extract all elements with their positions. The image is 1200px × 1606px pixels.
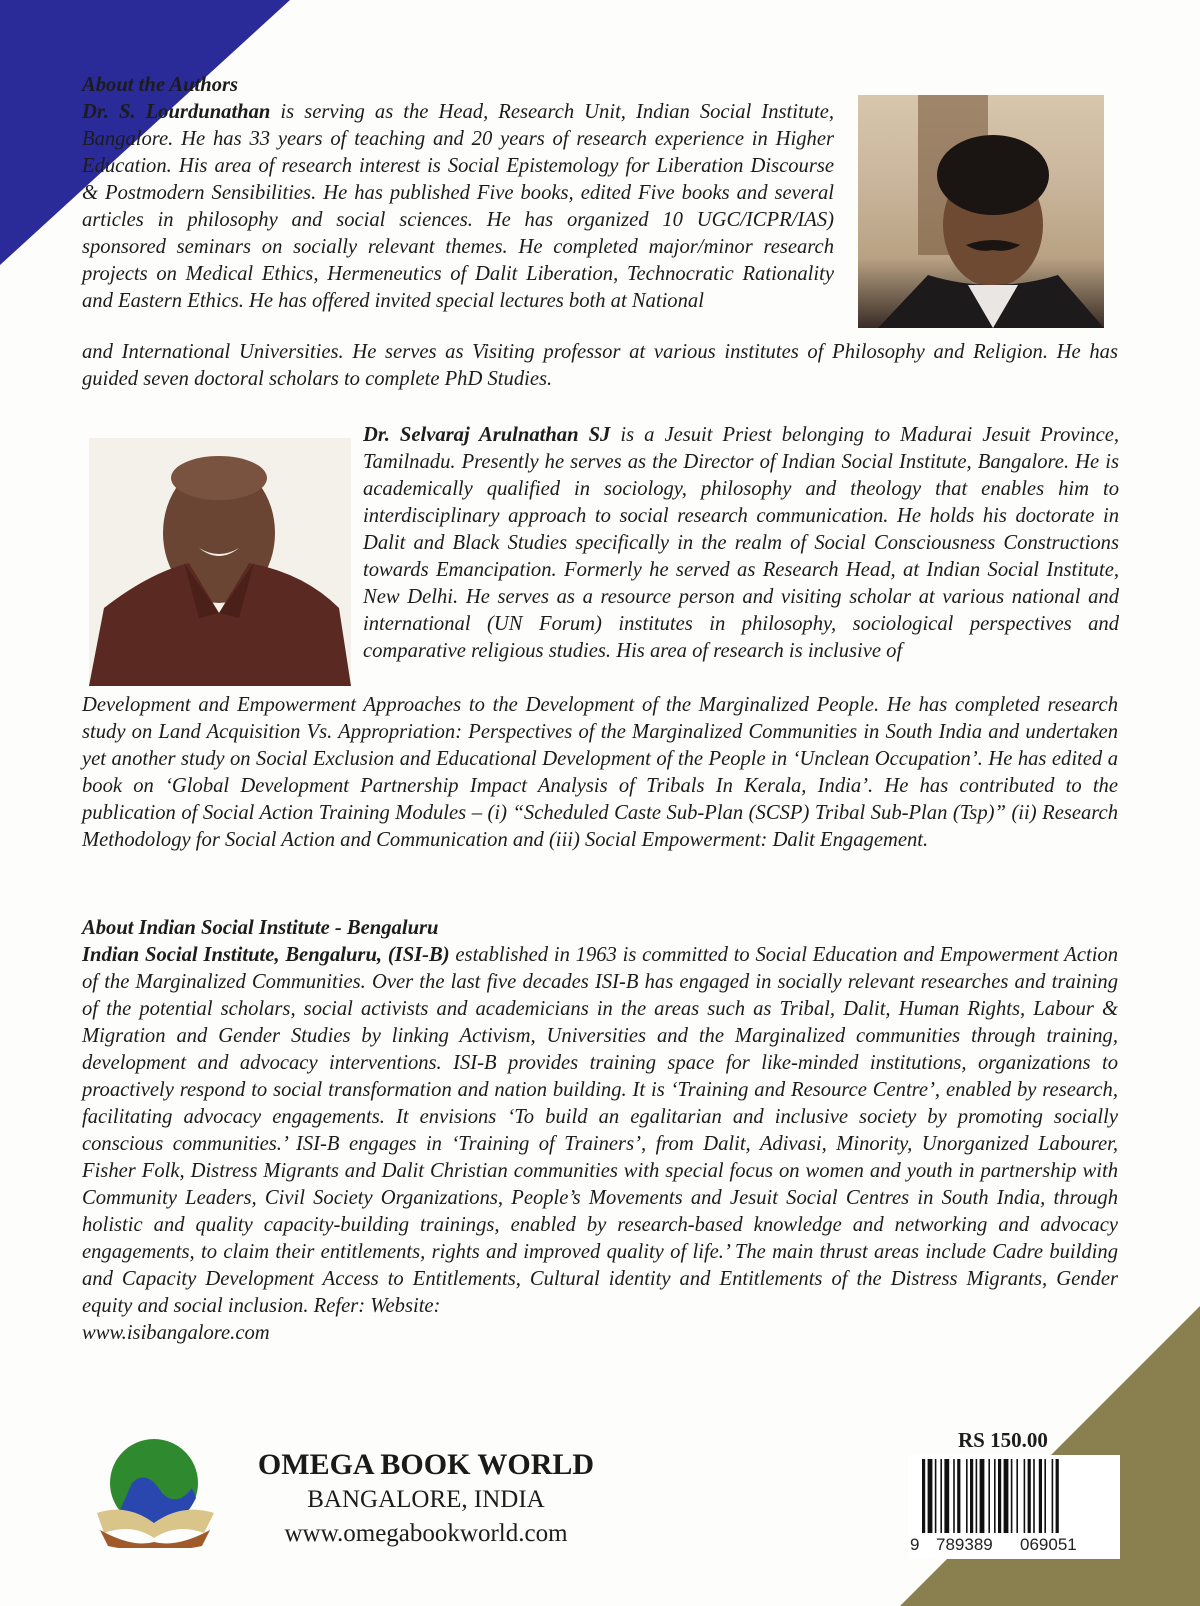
barcode-bar <box>970 1459 973 1533</box>
isbn-barcode <box>908 1455 1120 1559</box>
barcode-bar <box>935 1459 937 1533</box>
barcode-bar <box>944 1459 949 1533</box>
author1-section <box>82 72 834 315</box>
barcode-bar <box>928 1459 933 1533</box>
barcode-bar <box>957 1459 960 1533</box>
institute-name: Indian Social Institute, Bengaluru, (ISI-B) <box>82 944 450 966</box>
price-label: RS 150.00 <box>958 1428 1048 1452</box>
barcode-bar <box>1052 1459 1054 1533</box>
barcode-bar <box>940 1459 942 1533</box>
author2-name: Dr. Selvaraj Arulnathan SJ <box>363 424 611 446</box>
publisher-website[interactable]: www.omegabookworld.com <box>284 1520 568 1547</box>
author1-photo <box>858 95 1104 328</box>
barcode-bar <box>988 1459 990 1533</box>
publisher-location: BANGALORE, INDIA <box>307 1486 545 1513</box>
barcode-bar <box>1004 1459 1009 1533</box>
author2-bio-continued: Development and Empowerment Approaches to the Development of the Marginalized People. He has completed research study on Land Acquisition Vs. Appropriation: Perspectives of the Marginalized Communities in South India and undertaken yet another study on Social Exclusion and Educational Development of the People in ‘Unclean Occupation’. He has edited a book on ‘Global Development Partnership Impact Analysis of Tribals In Kerala, India’. He has contributed to the publication of Social Action Training Modules – (i) “Scheduled Caste Sub-Plan (SCSP) Tribal Sub-Plan (Tsp)” (ii) Research Methodology for Social Action and Communication and (iii) Social Empowerment: Dalit Engagement. <box>82 694 1118 851</box>
barcode-bar <box>1028 1459 1031 1533</box>
institute-website[interactable]: www.isibangalore.com <box>82 1322 270 1344</box>
barcode-bar <box>998 1459 1001 1533</box>
institute-heading: About Indian Social Institute - Bengaluru <box>82 917 439 939</box>
barcode-bar <box>980 1459 985 1533</box>
about-authors-heading: About the Authors <box>82 74 239 96</box>
barcode-bar <box>1033 1459 1035 1533</box>
barcode-bar <box>994 1459 996 1533</box>
barcode-bars <box>908 1455 1120 1535</box>
author1-name: Dr. S. Lourdunathan <box>82 101 271 123</box>
publisher-name: OMEGA BOOK WORLD <box>257 1448 595 1481</box>
author2-photo <box>89 438 351 686</box>
barcode-bar <box>1011 1459 1013 1533</box>
barcode-bar <box>1024 1459 1026 1533</box>
barcode-bar <box>1016 1459 1018 1533</box>
isbn-group2: 069051 <box>1020 1535 1077 1554</box>
barcode-bar <box>966 1459 968 1533</box>
barcode-bar <box>1044 1459 1046 1533</box>
globe-book-hands-icon <box>110 1438 210 1538</box>
barcode-bar <box>1039 1459 1042 1533</box>
author2-bio-top: is a Jesuit Priest belonging to Madurai Jesuit Province, Tamilnadu. Presently he serves as the Director of Indian Social Institute, Bangalore. He is academically qualified in sociology, philosophy and theology that enables him to interdisciplinary approach to social research communication. He holds his doctorate in Dalit and Black Studies specifically in the realm of Social Consciousness Constructions towards Emancipation. Formerly he served as Research Head, at Indian Social Institute, New Delhi. He serves as a resource person and visiting scholar at various national and international (UN Forum) institutes in philosophy, sociological perspectives and comparative religious studies. His area of research is inclusive of <box>363 424 1120 662</box>
author1-bio-continued: and International Universities. He serves as Visiting professor at various institutes of Philosophy and Religion. He has guided seven doctoral scholars to complete PhD Studies. <box>82 341 1118 390</box>
isbn-prefix: 9 <box>910 1535 920 1554</box>
barcode-bar <box>922 1459 925 1533</box>
isbn-group1: 789389 <box>936 1535 993 1554</box>
barcode-bar <box>953 1459 955 1533</box>
author1-bio-top: is serving as the Head, Research Unit, Indian Social Institute, Bangalore. He has 33 years of teaching and 20 years of research experience in Higher Education. His area of research interest is Social Epistemology for Liberation Discourse & Postmodern Sensibilities. He has published Five books, edited Five books and several articles in philosophy and social sciences. He has organized 10 UGC/ICPR/IAS) sponsored seminars on socially relevant themes. He completed major/minor research projects on Medical Ethics, Hermeneutics of Dalit Liberation, Technocratic Rationality and Eastern Ethics. He has offered invited special lectures both at National <box>82 101 834 312</box>
institute-body: established in 1963 is committed to Social Education and Empowerment Action of the Marginalized Communities. Over the last five decades ISI-B has engaged in socially relevant researches and training of the potential scholars, social activists and academicians in the areas such as Tribal, Dalit, Human Rights, Labour & Migration and Gender Studies by linking Activism, Universities and the Marginalized communities through training, development and advocacy interventions. ISI-B provides training space for like-minded institutions, organizations to proactively respond to social transformation and nation building. It is ‘Training and Resource Centre’, enabled by research, facilitating advocacy engagements. It envisions ‘To build an egalitarian and inclusive society by promoting socially conscious communities.’ ISI-B engages in ‘Training of Trainers’, from Dalit, Adivasi, Minority, Unorganized Labourer, Fisher Folk, Distress Migrants and Dalit Christian communities with special focus on women and youth in partnership with Community Leaders, Civil Society Organizations, People’s Movements and Jesuit Social Centres in South India, through holistic and quality capacity-building trainings, enabled by research-based knowledge and networking and advocacy engagements, to claim their entitlements, rights and improved quality of life.’ The main thrust areas include Cadre building and Capacity Development Access to Entitlements, Cultural identity and Entitlements of the Distress Migrants, Gender equity and social inclusion. Refer: Website: <box>82 944 1119 1317</box>
author2-section <box>363 422 1119 665</box>
barcode-bar <box>1056 1459 1059 1533</box>
barcode-bar <box>976 1459 978 1533</box>
institute-section <box>82 915 1118 1347</box>
